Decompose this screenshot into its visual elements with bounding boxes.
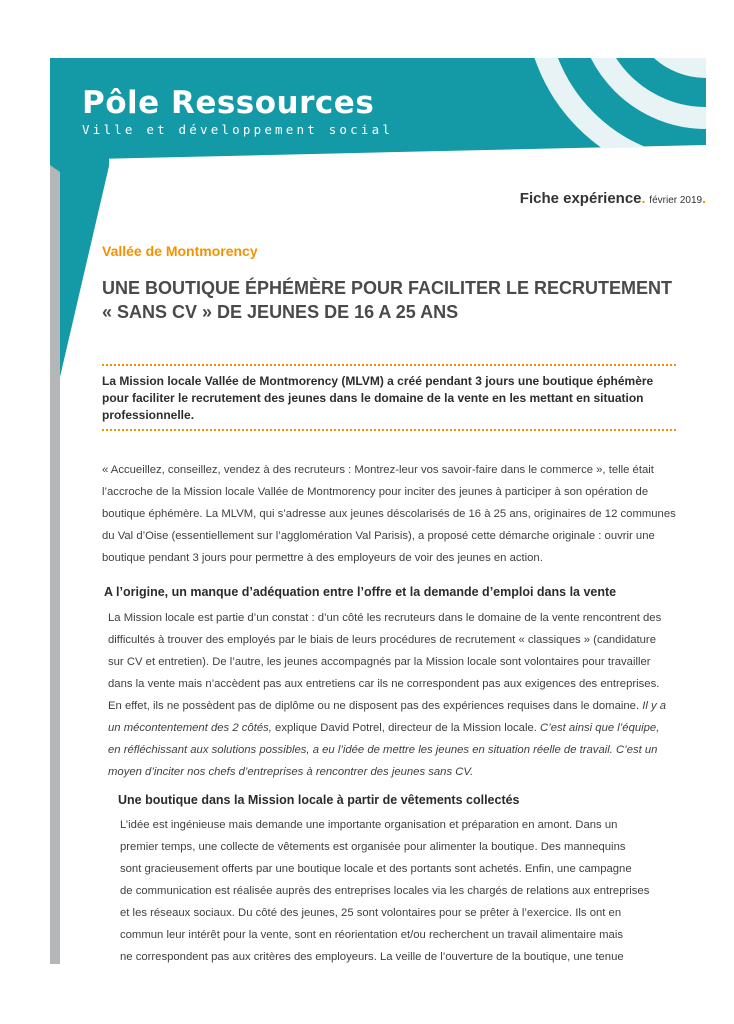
paragraph-2: La Mission locale est partie d’un constat : d’un côté les recruteurs dans le domaine de la vente rencontrent des difficultés à trouver des employés par le biais de leurs procédures de recrutement « classiques » (candidature sur CV et entretien). De l’autre, les jeunes accompagnés par la Mission locale sont volontaires pour travailler dans la vente mais n’accèdent pas aux entretiens car ils ne correspondent pas aux exigences des entreprises. En effet, ils ne possèdent pas de diplôme ou ne disposent pas des expériences requises dans le domaine. Il y a un mécontentement des 2 côtés, explique David Potrel, directeur de la Mission locale. C’est ainsi que l’équipe, en réfléchissant aux solutions possibles, a eu l’idée de mettre les jeunes en situation réelle de travail. C’est un moyen d’inciter nos chefs d’entreprises à rencontrer des jeunes sans CV. xyxy=(108,612,667,778)
section-heading-origin: A l’origine, un manque d’adéquation entre l’offre et la demande d’emploi dans la vente xyxy=(104,585,617,599)
article-intro: La Mission locale Vallée de Montmorency (MLVM) a créé pendant 3 jours une boutique éphémère pour faciliter le recrutement des jeunes dans le domaine de la vente en les mettant en situation professionnelle. xyxy=(102,374,654,422)
region-label: Vallée de Montmorency xyxy=(102,243,258,259)
paragraph-3: L’idée est ingénieuse mais demande une importante organisation et préparation en amont. Dans un premier temps, une collecte de vêtements est organisée pour alimenter la boutique. Des mannequins sont gracieusement offerts par une boutique locale et des portants sont achetés. Enfin, une campagne de communication est réalisée auprès des entreprises locales via les chargés de relations aux entreprises et les réseaux sociaux. Du côté des jeunes, 25 sont volontaires pour se prêter à l’exercice. Ils ont en commun leur intérêt pour la vente, sont en réorientation et/ou recherchent un travail alimentaire mais ne correspondent pas aux critères des employeurs. La veille de l’ouverture de la boutique, une tenue xyxy=(120,819,650,963)
divider-top xyxy=(102,364,676,366)
fiche-date: février 2019 xyxy=(649,195,703,206)
divider-bottom xyxy=(102,429,676,431)
article-title: UNE BOUTIQUE ÉPHÉMÈRE POUR FACILITER LE RECRUTEMENT « SANS CV » DE JEUNES DE 16 A 25 ANS xyxy=(102,278,673,322)
fiche-label: Fiche expérience xyxy=(519,190,642,207)
brand-name: Pôle Ressources xyxy=(82,85,375,121)
paragraph-1: « Accueillez, conseillez, vendez à des recruteurs : Montrez-leur vos savoir-faire dans le commerce », telle était l’accroche de la Mission locale Vallée de Montmorency pour inciter des jeunes à participer à son opération de boutique éphémère. La MLVM, qui s’adresse aux jeunes déscolarisés de 16 à 25 ans, originaires de 12 communes du Val d’Oise (essentiellement sur l’agglomération Val Parisis), a proposé cette démarche originale : ouvrir une boutique pendant 3 jours pour permettre à des employeurs de voir des jeunes en action. xyxy=(102,464,676,564)
document-type: Fiche expérience. février 2019. xyxy=(519,190,706,207)
grey-sidebar xyxy=(50,165,60,964)
brand-logo xyxy=(82,86,393,137)
section-heading-boutique: Une boutique dans la Mission locale à partir de vêtements collectés xyxy=(118,793,520,807)
brand-tagline: Ville et développement social xyxy=(82,122,394,137)
